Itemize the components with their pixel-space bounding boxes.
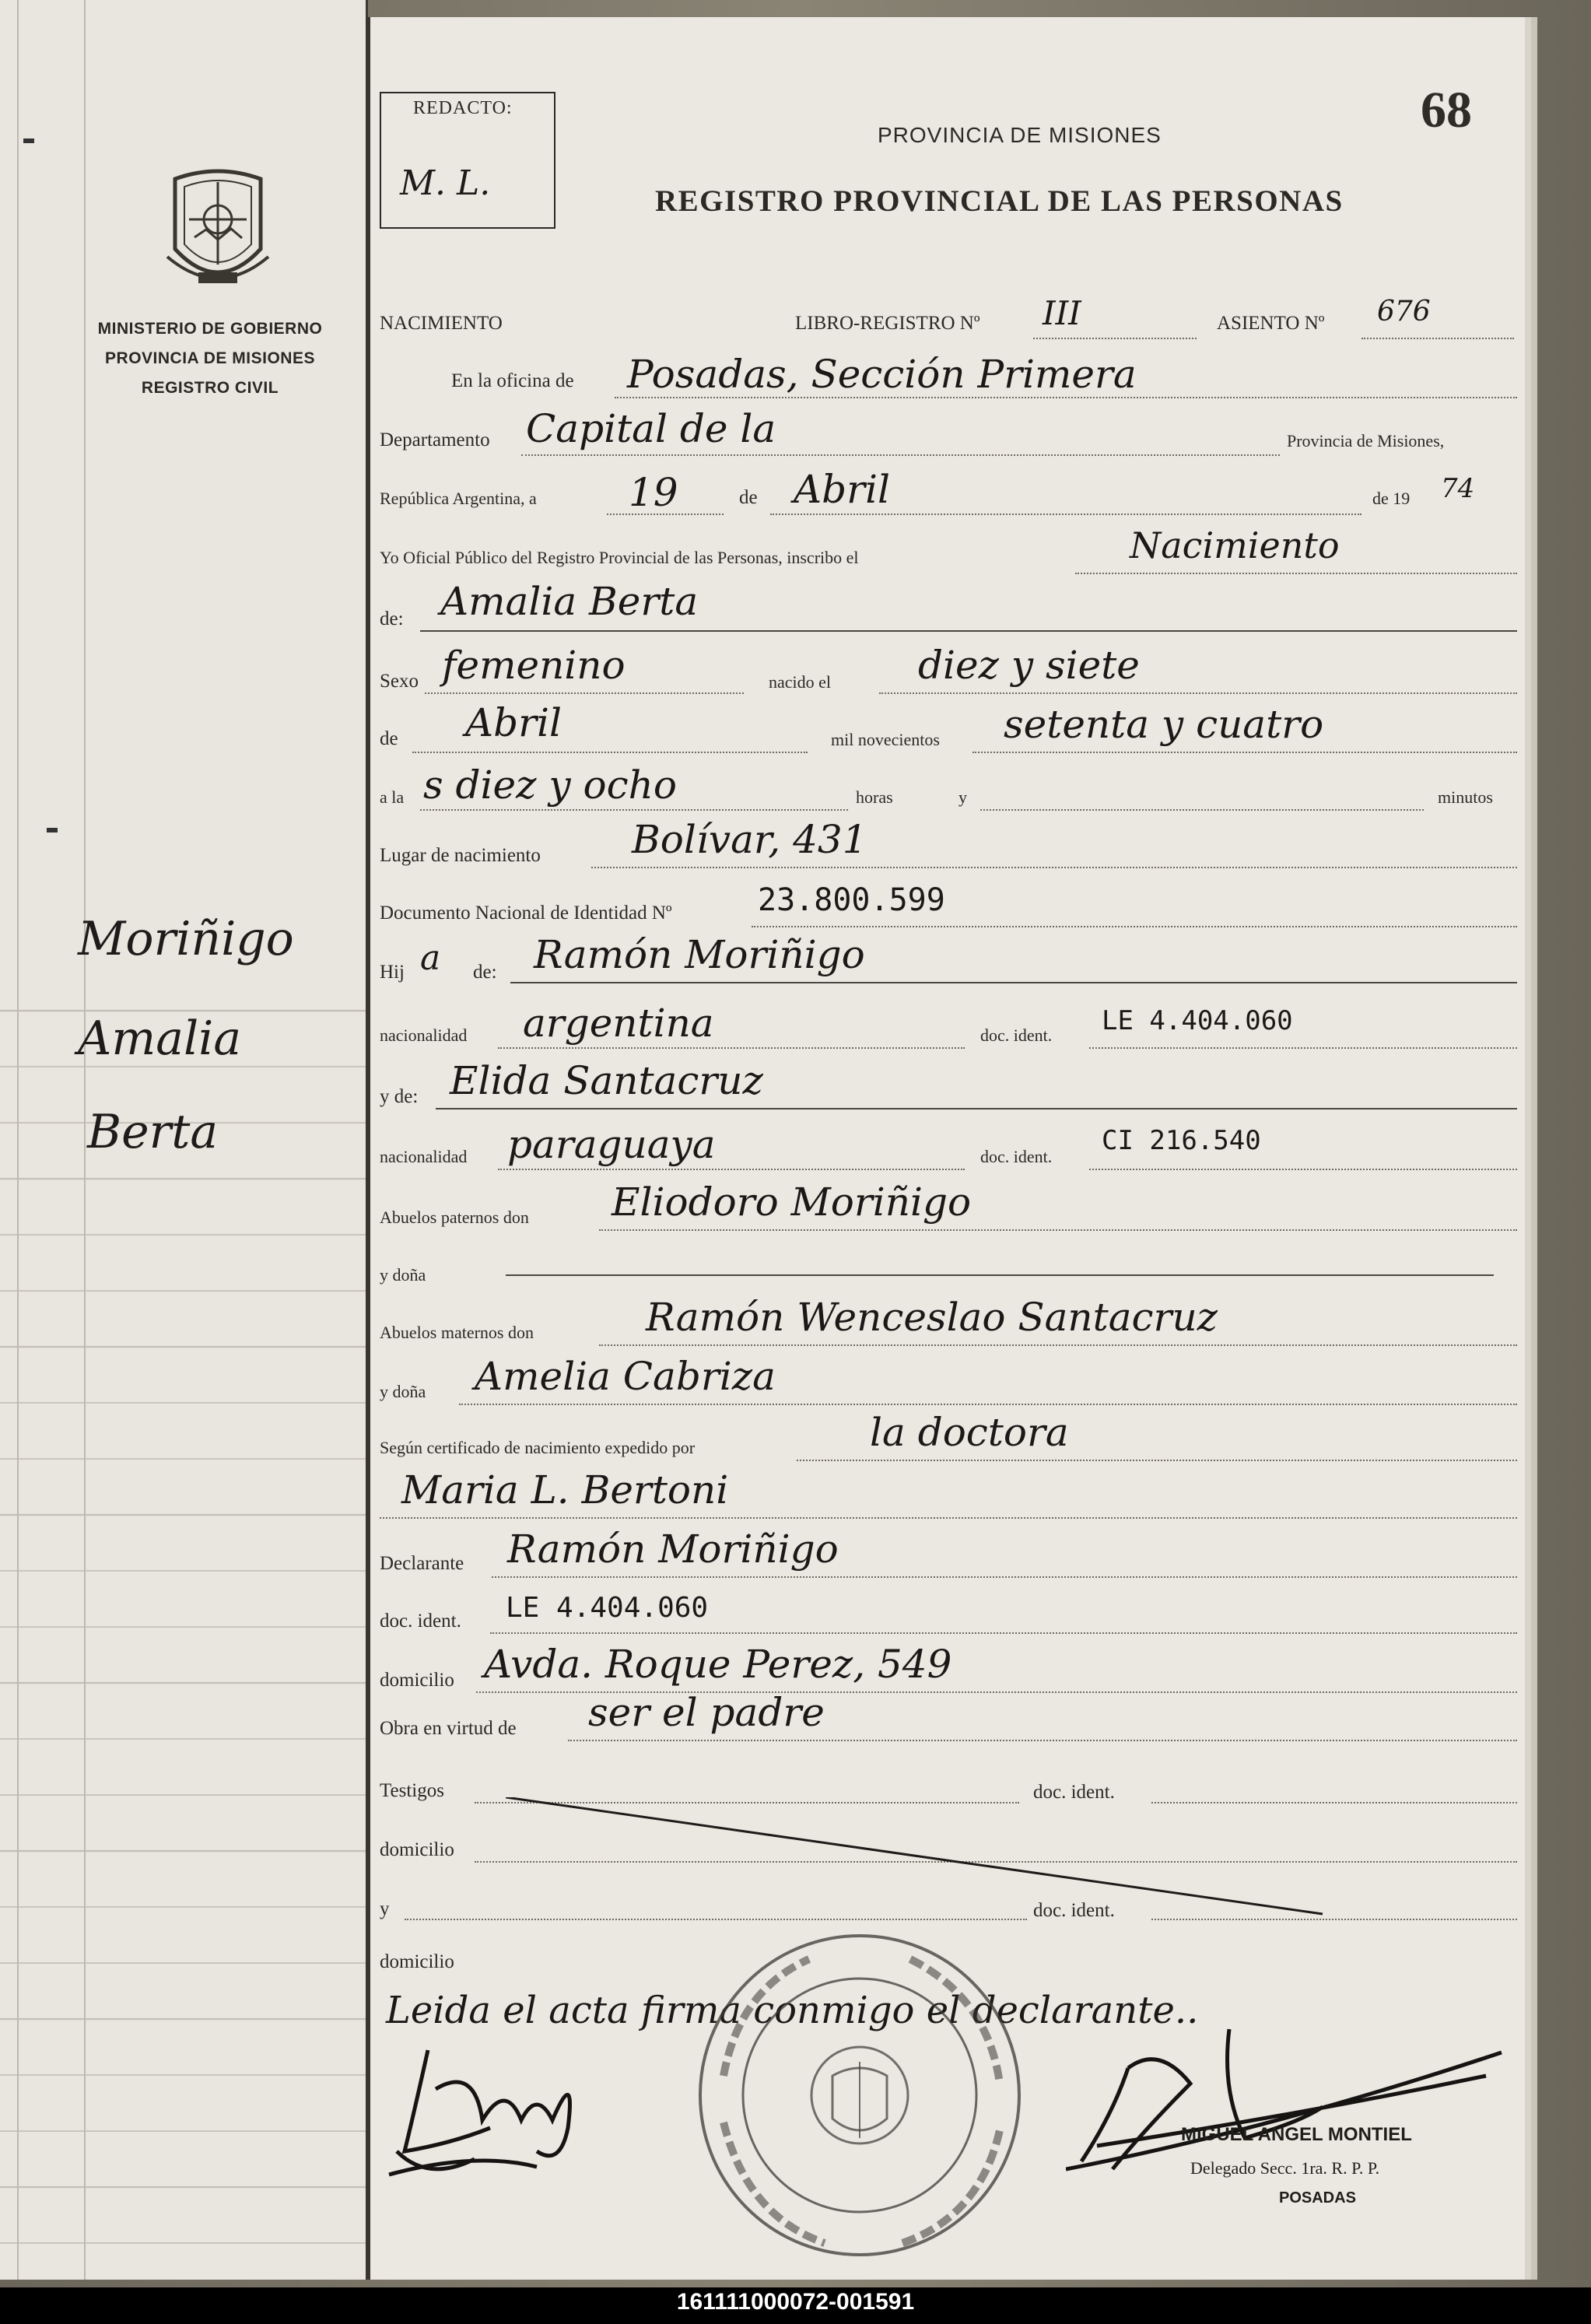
field-line xyxy=(568,1740,1517,1741)
field-line xyxy=(770,514,1361,515)
field-line xyxy=(972,752,1517,753)
libro-label: LIBRO-REGISTRO Nº xyxy=(795,313,980,334)
madre-nac-label: nacionalidad xyxy=(380,1147,468,1166)
oficial-value: Nacimiento xyxy=(1130,524,1340,566)
lugar-value: Bolívar, 431 xyxy=(632,817,867,862)
field-line xyxy=(591,867,1517,868)
certificado-label: Según certificado de nacimiento expedido por xyxy=(380,1438,696,1457)
abuelos-pat-label: Abuelos paternos don xyxy=(380,1208,529,1227)
lugar-label: Lugar de nacimiento xyxy=(380,845,541,866)
redacto-box xyxy=(380,92,555,229)
domicilio-label: domicilio xyxy=(380,1670,454,1691)
obra-value: ser el padre xyxy=(588,1690,825,1735)
declarant-signature-icon xyxy=(381,2035,630,2190)
provincia-label: Provincia de Misiones, xyxy=(1287,431,1445,450)
field-line xyxy=(599,1344,1517,1346)
field-line xyxy=(599,1229,1517,1231)
padre-doc-label: doc. ident. xyxy=(980,1025,1053,1045)
official-signature-icon xyxy=(1066,2021,1517,2177)
ministry-block xyxy=(74,314,346,403)
y-dona-label: y doña xyxy=(380,1265,426,1285)
province-heading: PROVINCIA DE MISIONES xyxy=(878,123,1162,147)
rule-mask xyxy=(0,0,366,955)
official-city: POSADAS xyxy=(1279,2189,1356,2207)
madre-nac-value: paraguaya xyxy=(507,1122,716,1167)
declarante-value: Ramón Moriñigo xyxy=(507,1527,839,1572)
declarante-label: Declarante xyxy=(380,1553,464,1574)
field-line xyxy=(615,397,1517,398)
y-label: y xyxy=(958,787,967,807)
field-line xyxy=(1089,1169,1517,1170)
abuelo-pat-value: Eliodoro Moriñigo xyxy=(612,1180,972,1225)
strike-through-line xyxy=(506,1797,1330,1922)
certificado-value: la doctora xyxy=(870,1410,1069,1455)
de-label: de: xyxy=(380,608,404,629)
sexo-value: femenino xyxy=(442,643,626,688)
dni-value: 23.800.599 xyxy=(758,882,945,918)
mil-label: mil novecientos xyxy=(831,730,940,749)
official-role: Delegado Secc. 1ra. R. P. P. xyxy=(1190,2158,1380,2178)
oficial-label: Yo Oficial Público del Registro Provincial de las Personas, inscribo el xyxy=(380,548,859,567)
hijo-label: Hij xyxy=(380,962,405,983)
republica-label: República Argentina, a xyxy=(380,489,537,508)
redacto-initials: M. L. xyxy=(400,163,491,203)
departamento-label: Departamento xyxy=(380,429,490,450)
field-line xyxy=(492,1576,1517,1578)
sexo-label: Sexo xyxy=(380,671,419,692)
oficina-value: Posadas, Sección Primera xyxy=(627,352,1137,397)
field-line xyxy=(879,692,1517,694)
abuelo-mat-value: Ramón Wenceslao Santacruz xyxy=(646,1295,1218,1340)
horas-value: s diez y ocho xyxy=(423,762,677,808)
field-line xyxy=(420,809,848,811)
de-anio-label: de 19 xyxy=(1372,489,1411,508)
page-mark xyxy=(23,138,34,143)
official-stamp-icon xyxy=(692,1928,1027,2263)
margin-note-surname: Moriñigo xyxy=(78,912,294,966)
nacido-label: nacido el xyxy=(769,672,832,692)
left-margin-page xyxy=(0,0,368,2280)
field-line xyxy=(506,1274,1494,1276)
redacto-label: REDACTO: xyxy=(408,98,517,119)
libro-value: III xyxy=(1043,294,1081,332)
margin-note-middle-name: Berta xyxy=(87,1105,219,1159)
decl-doc-label: doc. ident. xyxy=(380,1611,461,1632)
y-dona-label: y doña xyxy=(380,1382,426,1401)
registry-heading: REGISTRO PROVINCIAL DE LAS PERSONAS xyxy=(655,184,1344,218)
dni-label: Documento Nacional de Identidad Nº xyxy=(380,903,672,924)
domicilio-label: domicilio xyxy=(380,1839,454,1860)
padre-doc-value: LE 4.404.060 xyxy=(1102,1005,1293,1036)
asiento-label: ASIENTO Nº xyxy=(1217,313,1325,334)
province-line: PROVINCIA DE MISIONES xyxy=(105,349,315,367)
horas-label: horas xyxy=(856,787,893,807)
minutos-label: minutos xyxy=(1438,787,1493,807)
madre-value: Elida Santacruz xyxy=(450,1058,763,1103)
civil-registry-line: REGISTRO CIVIL xyxy=(141,379,279,397)
y-label: y xyxy=(380,1898,390,1919)
hijo-suffix: a xyxy=(420,938,441,978)
ministry-line: MINISTERIO DE GOBIERNO xyxy=(97,320,323,338)
y-de-label: y de: xyxy=(380,1086,419,1107)
field-line xyxy=(752,926,1517,927)
margin-rule xyxy=(17,0,19,2280)
spine-edge xyxy=(366,17,370,2280)
anio-value: 74 xyxy=(1441,473,1475,504)
field-line xyxy=(412,752,808,753)
domicilio-label: domicilio xyxy=(380,1951,454,1972)
mes-nac-value: Abril xyxy=(465,700,562,745)
field-line xyxy=(459,1404,1517,1405)
page-number: 68 xyxy=(1421,82,1472,138)
official-name: MIGUEL ANGEL MONTIEL xyxy=(1181,2124,1412,2145)
field-line xyxy=(1361,338,1514,339)
field-line xyxy=(510,982,1517,983)
nacido-value: diez y siete xyxy=(918,643,1140,688)
coat-of-arms-icon xyxy=(159,163,276,296)
field-line xyxy=(498,1047,965,1049)
certificado-value-2: Maria L. Bertoni xyxy=(401,1467,729,1513)
domicilio-value: Avda. Roque Perez, 549 xyxy=(484,1642,952,1687)
testigos-doc-label: doc. ident. xyxy=(1033,1782,1115,1803)
de-label: de xyxy=(739,487,758,508)
field-line xyxy=(436,1108,1517,1109)
field-line xyxy=(1075,573,1517,574)
abuelos-mat-label: Abuelos maternos don xyxy=(380,1323,534,1342)
madre-doc-label: doc. ident. xyxy=(980,1147,1053,1166)
nombre-value: Amalia Berta xyxy=(440,579,699,624)
anio-nac-value: setenta y cuatro xyxy=(1004,702,1324,747)
field-line xyxy=(498,1169,965,1170)
document-id: 161111000072-001591 xyxy=(676,2289,915,2315)
field-line xyxy=(425,692,744,694)
field-line xyxy=(521,454,1280,456)
leida-phrase: Leida el acta firma conmigo el declarante.. xyxy=(386,1989,1199,2032)
padre-nac-value: argentina xyxy=(523,1001,714,1046)
field-line xyxy=(420,630,1517,632)
dia-value: 19 xyxy=(629,470,678,515)
abuela-mat-value: Amelia Cabriza xyxy=(475,1354,776,1399)
field-line xyxy=(980,809,1424,811)
oficina-label: En la oficina de xyxy=(451,370,574,391)
field-line xyxy=(490,1632,1517,1634)
departamento-value: Capital de la xyxy=(526,406,776,451)
doc-label: doc. ident. xyxy=(1033,1900,1115,1921)
nacimiento-label: NACIMIENTO xyxy=(380,313,503,334)
hijo-de-label: de: xyxy=(473,962,497,983)
padre-nac-label: nacionalidad xyxy=(380,1025,468,1045)
margin-note-first-name: Amalia xyxy=(78,1011,242,1066)
field-line xyxy=(380,1517,1517,1519)
a-la-label: a la xyxy=(380,787,405,807)
mes-value: Abril xyxy=(794,467,890,512)
field-line xyxy=(1089,1047,1517,1049)
field-line xyxy=(797,1460,1517,1461)
de-label: de xyxy=(380,728,398,749)
obra-label: Obra en virtud de xyxy=(380,1718,517,1739)
testigos-label: Testigos xyxy=(380,1780,444,1801)
padre-value: Ramón Moriñigo xyxy=(534,932,865,977)
decl-doc-value: LE 4.404.060 xyxy=(506,1592,709,1624)
page-mark xyxy=(47,828,58,833)
asiento-value: 676 xyxy=(1377,296,1431,328)
field-line xyxy=(1033,338,1197,339)
madre-doc-value: CI 216.540 xyxy=(1102,1125,1261,1156)
